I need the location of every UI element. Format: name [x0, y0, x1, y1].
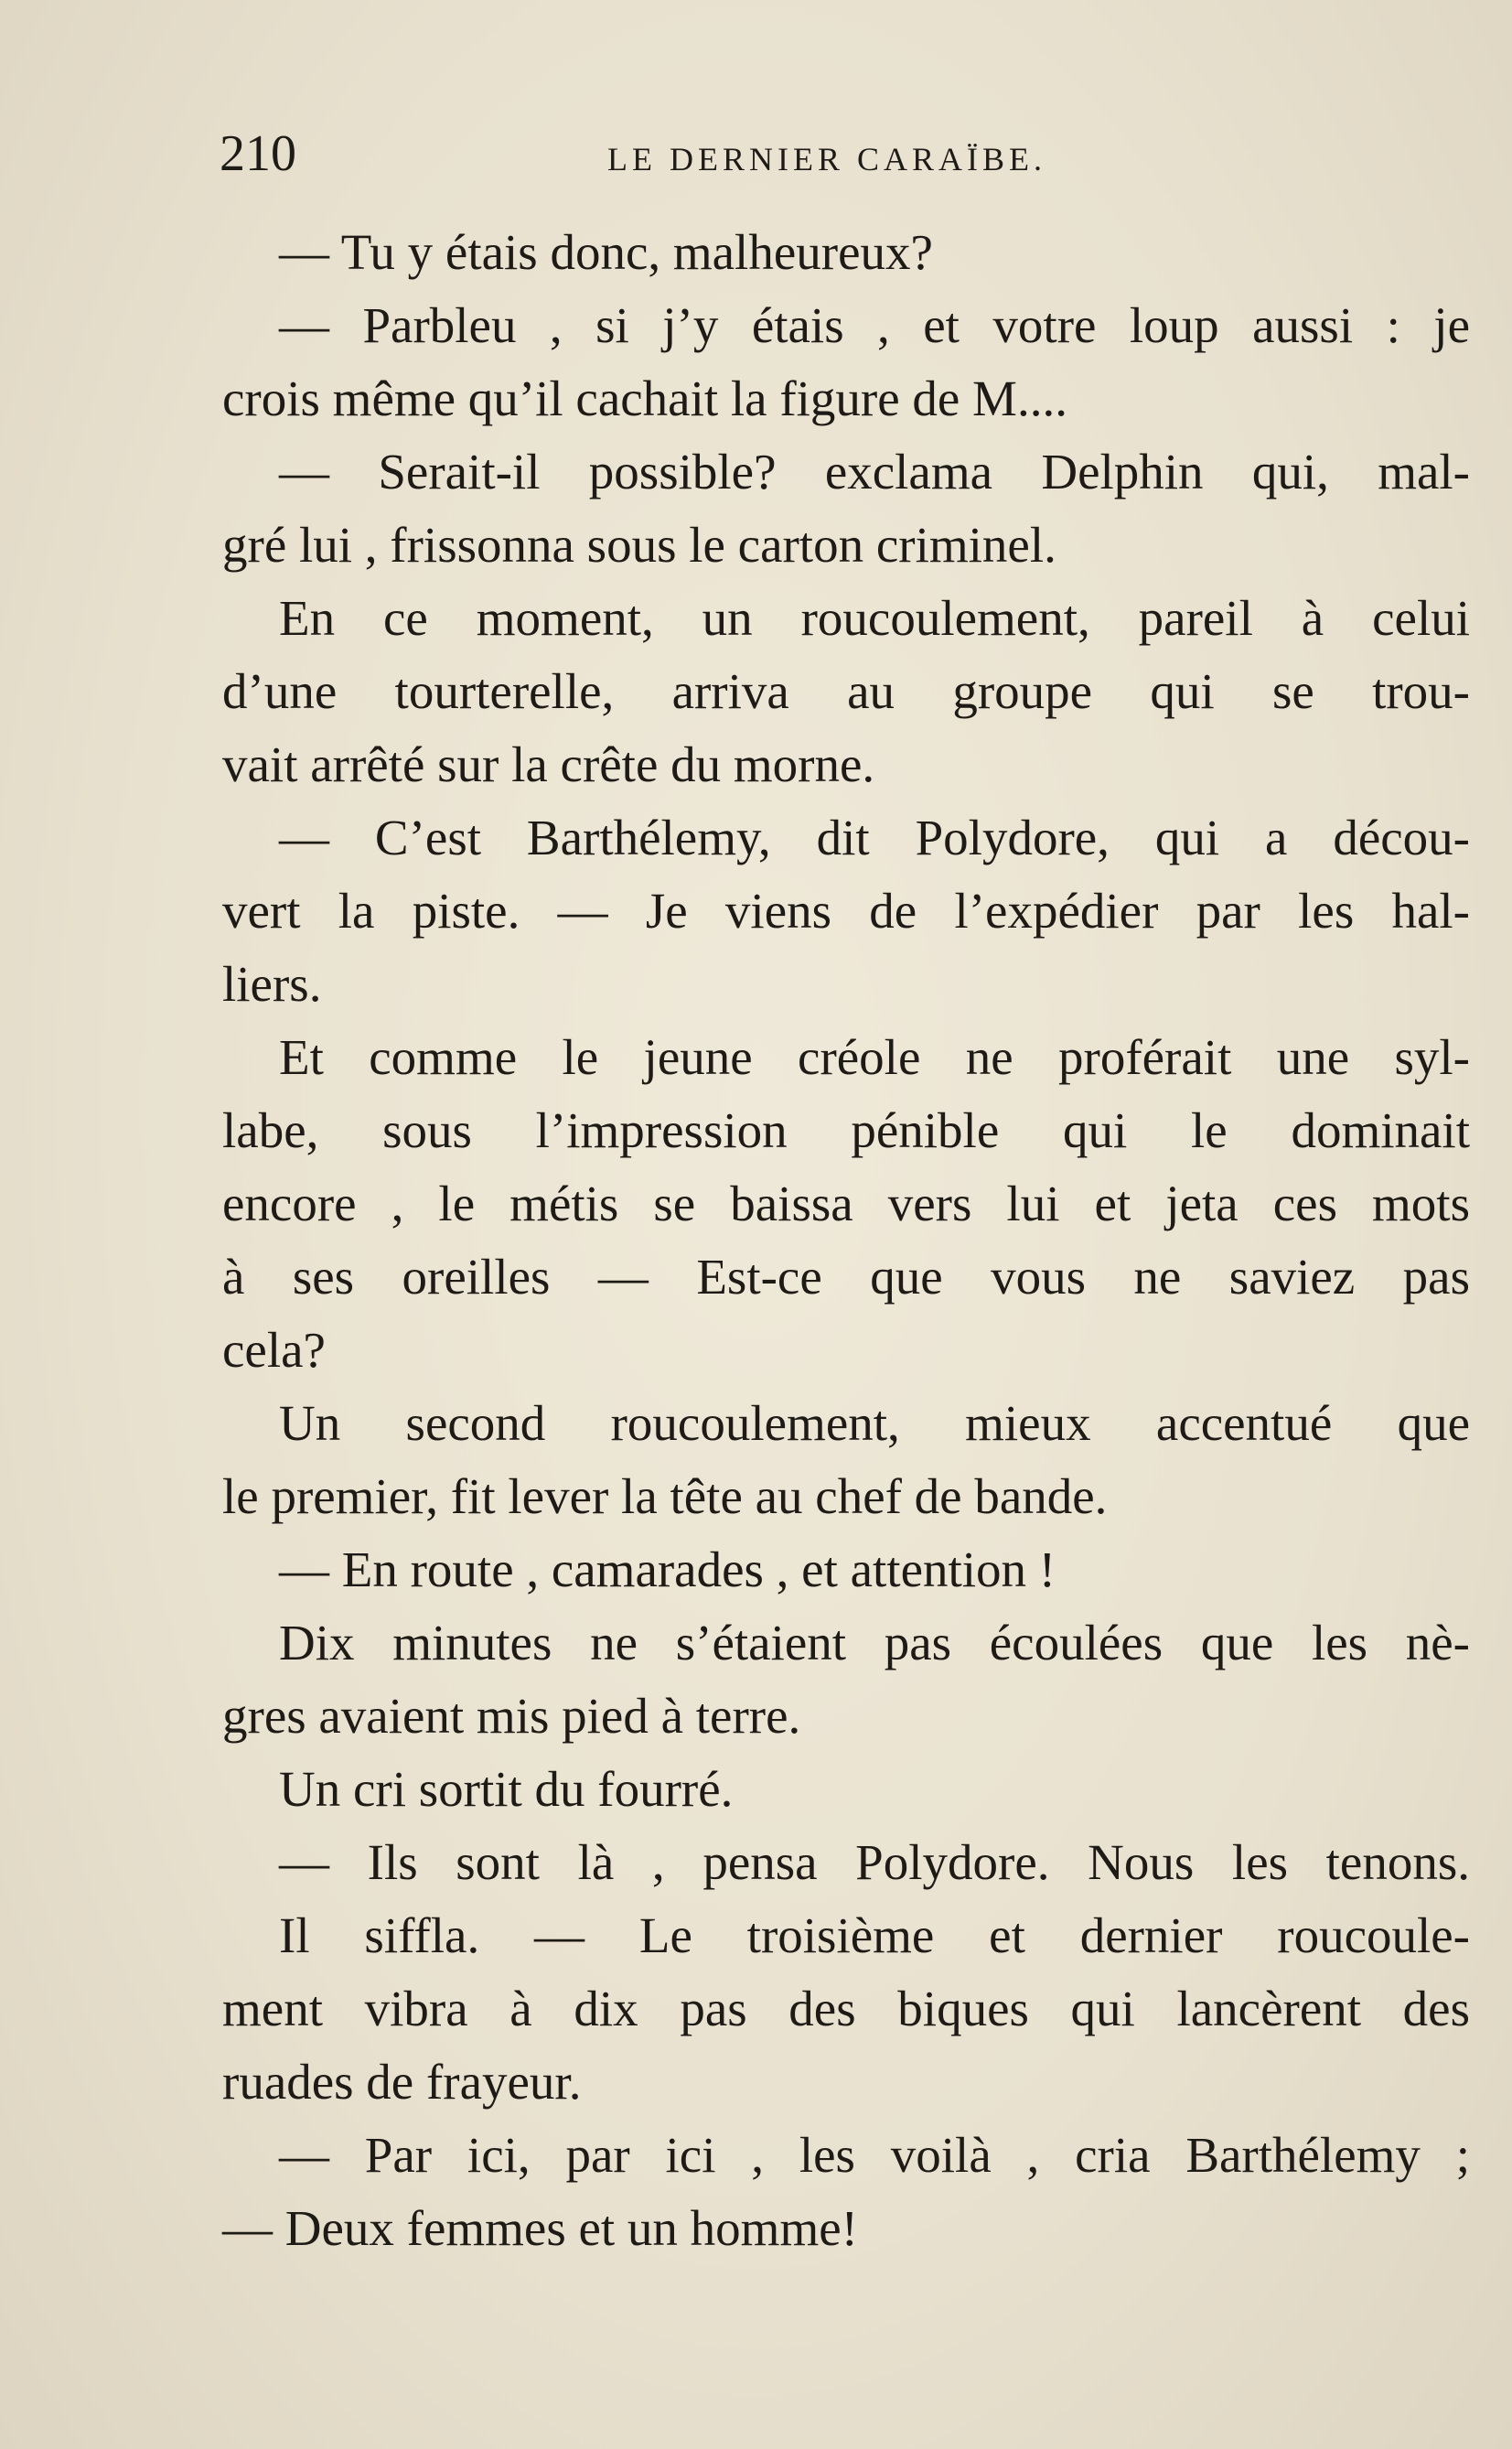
text-line: Il siffla. — Le troisième et dernier roucoule- — [279, 1907, 1470, 1963]
text-line: ment vibra à dix pas des biques qui lancèrent des — [222, 1981, 1470, 2036]
text-line: vert la piste. — Je viens de l’expédier par les hal- — [222, 883, 1470, 939]
page-header — [220, 117, 1482, 190]
text-line: le premier, fit lever la tête au chef de bande. — [222, 1468, 1108, 1524]
text-line: gré lui , frissonna sous le carton criminel. — [222, 517, 1056, 573]
text-line: En ce moment, un roucoulement, pareil à celui — [279, 590, 1470, 646]
body-text — [222, 216, 1470, 2265]
text-line: Un second roucoulement, mieux accentué que — [279, 1395, 1470, 1451]
text-line: encore , le métis se baissa vers lui et jeta ces mots — [222, 1176, 1470, 1231]
text-line: Un cri sortit du fourré. — [279, 1761, 734, 1817]
text-line: — Par ici, par ici , les voilà , cria Barthélemy ; — [279, 2127, 1470, 2183]
text-line: liers. — [222, 956, 322, 1012]
text-line: — Parbleu , si j’y étais , et votre loup aussi : je — [279, 297, 1470, 353]
text-line: cela? — [222, 1322, 326, 1378]
page-number: 210 — [220, 125, 296, 182]
text-line: — Ils sont là , pensa Polydore. Nous les tenons. — [279, 1834, 1470, 1890]
text-line: — Serait-il possible? exclama Delphin qui, mal- — [279, 444, 1470, 499]
running-title: LE DERNIER CARAÏBE. — [607, 141, 1046, 177]
text-line: — Deux femmes et un homme! — [222, 2200, 858, 2256]
text-line: gres avaient mis pied à terre. — [222, 1688, 801, 1744]
text-line: — En route , camarades , et attention ! — [279, 1541, 1056, 1597]
text-line: d’une tourterelle, arriva au groupe qui se trou- — [222, 663, 1470, 719]
text-line: — Tu y étais donc, malheureux? — [279, 224, 933, 280]
text-line: vait arrêté sur la crête du morne. — [222, 736, 875, 792]
text-line: à ses oreilles — Est-ce que vous ne saviez pas — [222, 1249, 1470, 1305]
text-line: Dix minutes ne s’étaient pas écoulées que les nè- — [279, 1615, 1470, 1670]
text-line: labe, sous l’impression pénible qui le dominait — [222, 1102, 1470, 1158]
text-line: ruades de frayeur. — [222, 2054, 582, 2110]
text-line: Et comme le jeune créole ne proférait une syl- — [279, 1029, 1470, 1085]
text-line: — C’est Barthélemy, dit Polydore, qui a décou- — [279, 810, 1470, 865]
text-line: crois même qu’il cachait la figure de M.... — [222, 371, 1067, 426]
